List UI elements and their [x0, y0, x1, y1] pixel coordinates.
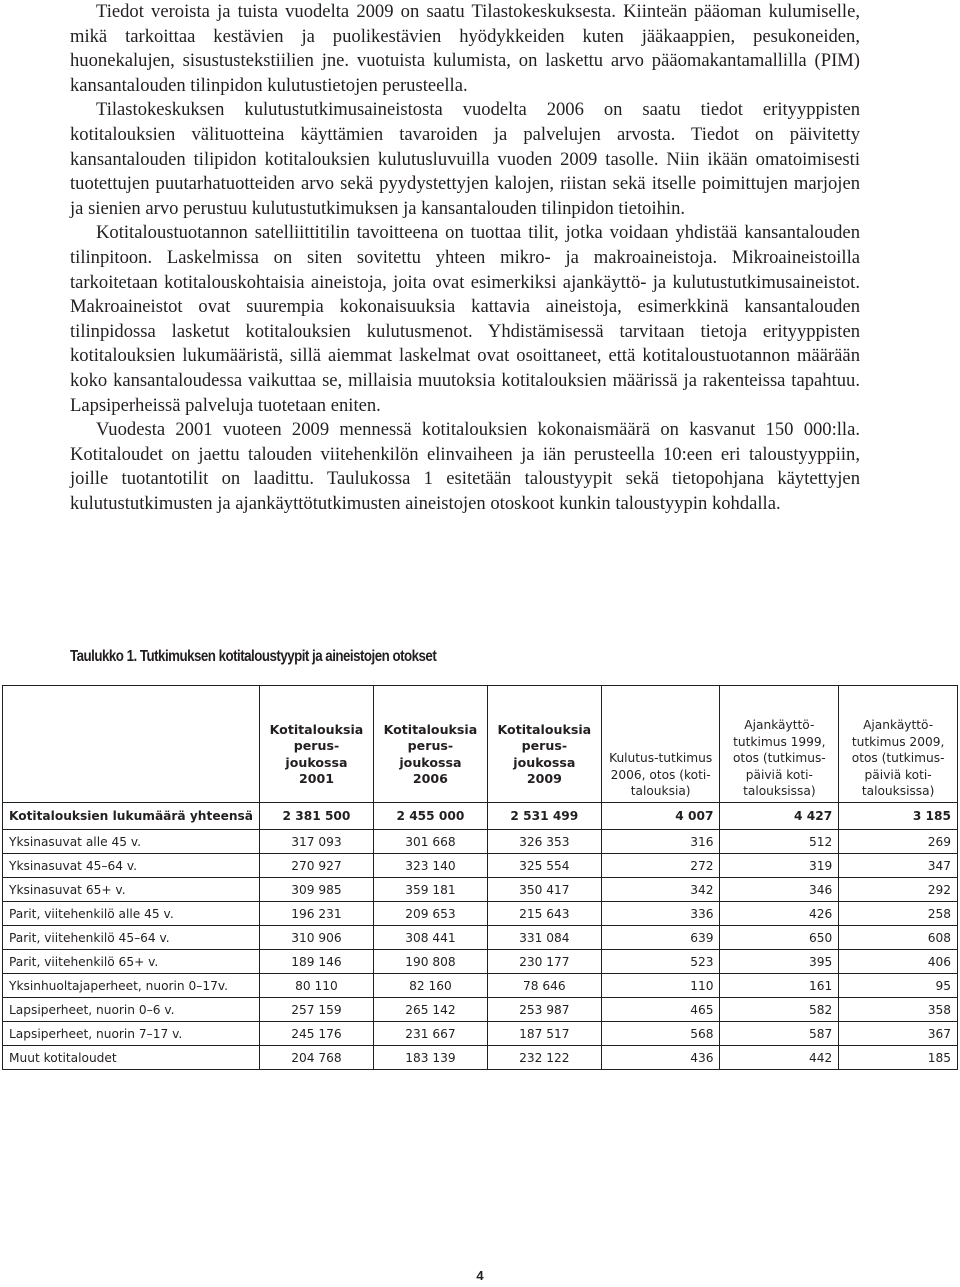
- table-cell: 325 554: [487, 854, 601, 878]
- row-label: Lapsiperheet, nuorin 7–17 v.: [3, 1022, 260, 1046]
- paragraph: Tilastokeskuksen kulutustutkimusaineistosta vuodelta 2006 on saatu tiedot erityyppisten kotitalouksien välituotteina käyttämien tavaroiden ja palvelujen arvosta. Tiedot on päivitetty kansantalouden tilipidon kotitalouksien kulutusluvuilla vuoden 2009 tasolle. Niin ikään omatoimisesti tuotettujen puutarhatuotteiden arvo sekä pyydystettyjen kalojen, riistan sekä itselle poimittujen marjojen ja sienien arvo perustuu kulutustutkimuksen ja kansantalouden tilinpidon tietoihin.: [70, 99, 860, 219]
- table-row: [3, 926, 958, 950]
- table-cell: 317 093: [260, 830, 374, 854]
- row-label: Parit, viitehenkilö 65+ v.: [3, 950, 260, 974]
- header-cell: Kotitalouksia perus-joukossa 2001: [260, 686, 374, 803]
- table-cell: 587: [720, 1022, 839, 1046]
- table-cell: 512: [720, 830, 839, 854]
- table-cell: 319: [720, 854, 839, 878]
- table-cell: 185: [839, 1046, 958, 1070]
- table-cell: 95: [839, 974, 958, 998]
- table-cell: 568: [601, 1022, 720, 1046]
- table-cell: 4 427: [720, 803, 839, 830]
- table-cell: 161: [720, 974, 839, 998]
- table-cell: 367: [839, 1022, 958, 1046]
- table-cell: 196 231: [260, 902, 374, 926]
- table-cell: 650: [720, 926, 839, 950]
- table-cell: 426: [720, 902, 839, 926]
- table-cell: 608: [839, 926, 958, 950]
- table-row: [3, 998, 958, 1022]
- table-cell: 232 122: [487, 1046, 601, 1070]
- table-cell: 308 441: [373, 926, 487, 950]
- table-row: [3, 902, 958, 926]
- body-text: [70, 0, 860, 516]
- table-cell: 231 667: [373, 1022, 487, 1046]
- table-cell: 395: [720, 950, 839, 974]
- table-cell: 190 808: [373, 950, 487, 974]
- table-cell: 265 142: [373, 998, 487, 1022]
- table-row: [3, 950, 958, 974]
- table-row: [3, 878, 958, 902]
- table-cell: 253 987: [487, 998, 601, 1022]
- table-cell: 2 455 000: [373, 803, 487, 830]
- table-cell: 358: [839, 998, 958, 1022]
- row-label: Kotitalouksien lukumäärä yhteensä: [3, 803, 260, 830]
- table-cell: 80 110: [260, 974, 374, 998]
- table-cell: 189 146: [260, 950, 374, 974]
- table-cell: 326 353: [487, 830, 601, 854]
- header-cell: Ajankäyttö-tutkimus 1999, otos (tutkimus-päiviä koti-talouksissa): [720, 686, 839, 803]
- table-cell: 257 159: [260, 998, 374, 1022]
- table-caption: Taulukko 1. Tutkimuksen kotitaloustyypit ja aineistojen otokset: [70, 648, 437, 665]
- row-label: Parit, viitehenkilö alle 45 v.: [3, 902, 260, 926]
- table-cell: 2 531 499: [487, 803, 601, 830]
- table-cell: 110: [601, 974, 720, 998]
- table-cell: 346: [720, 878, 839, 902]
- row-label: Lapsiperheet, nuorin 0–6 v.: [3, 998, 260, 1022]
- table-cell: 316: [601, 830, 720, 854]
- header-cell: [3, 686, 260, 803]
- header-cell: Kotitalouksia perus-joukossa 2009: [487, 686, 601, 803]
- table-cell: 582: [720, 998, 839, 1022]
- table-cell: 230 177: [487, 950, 601, 974]
- row-label: Yksinhuoltajaperheet, nuorin 0–17v.: [3, 974, 260, 998]
- table-cell: 78 646: [487, 974, 601, 998]
- table-row: [3, 1022, 958, 1046]
- table-cell: 292: [839, 878, 958, 902]
- table-cell: 359 181: [373, 878, 487, 902]
- table-cell: 331 084: [487, 926, 601, 950]
- table-cell: 523: [601, 950, 720, 974]
- table-cell: 406: [839, 950, 958, 974]
- header-cell: Kotitalouksia perus-joukossa 2006: [373, 686, 487, 803]
- table-cell: 347: [839, 854, 958, 878]
- table-cell: 270 927: [260, 854, 374, 878]
- table-cell: 3 185: [839, 803, 958, 830]
- table-cell: 183 139: [373, 1046, 487, 1070]
- table-cell: 269: [839, 830, 958, 854]
- table-cell: 310 906: [260, 926, 374, 950]
- table-cell: 301 668: [373, 830, 487, 854]
- table-cell: 309 985: [260, 878, 374, 902]
- row-label: Muut kotitaloudet: [3, 1046, 260, 1070]
- table-cell: 215 643: [487, 902, 601, 926]
- table-row: [3, 854, 958, 878]
- header-cell: Kulutus-tutkimus 2006, otos (koti-talouksia): [601, 686, 720, 803]
- table-cell: 272: [601, 854, 720, 878]
- table-cell: 209 653: [373, 902, 487, 926]
- page-number: 4: [476, 1268, 484, 1283]
- table-cell: 4 007: [601, 803, 720, 830]
- paragraph: Tiedot veroista ja tuista vuodelta 2009 on saatu Tilastokeskuksesta. Kiinteän pääoman kulumiselle, mikä tarkoittaa kestävien ja puolikestävien hyödykkeiden kuten jääkaappien, pesukoneiden, huonekalujen, sisustustekstiilien jne. vuotuista kulumista, on laskettu arvo pääomakantamallilla (PIM) kansantalouden tilinpidon kulutustietojen perusteella.: [70, 1, 860, 96]
- row-label: Yksinasuvat 45–64 v.: [3, 854, 260, 878]
- table-cell: 465: [601, 998, 720, 1022]
- table-cell: 336: [601, 902, 720, 926]
- table-cell: 342: [601, 878, 720, 902]
- table-cell: 442: [720, 1046, 839, 1070]
- table-cell: 639: [601, 926, 720, 950]
- table-cell: 350 417: [487, 878, 601, 902]
- table-cell: 82 160: [373, 974, 487, 998]
- table-row: [3, 830, 958, 854]
- table-cell: 258: [839, 902, 958, 926]
- table-cell: 436: [601, 1046, 720, 1070]
- paragraph: Kotitaloustuotannon satelliittitilin tavoitteena on tuottaa tilit, jotka voidaan yhdistää kansantalouden tilinpitoon. Laskelmissa on siten sovitettu yhteen mikro- ja makroaineistoja. Mikroaineistoilla tarkoitetaan kotitalouskohtaisia aineistoja, joita ovat esimerkiksi ajankäyttö- ja kulutustutkimusaineistot. Makroaineistot ovat suurempia kokonaisuuksia kattavia aineistoja, esimerkkinä kansantalouden tilinpidossa lasketut kotitalouksien kulutusmenot. Yhdistämisessä tarvitaan tietoja erityyppisten kotitalouksien lukumääristä, sillä aiemmat laskelmat ovat osoittaneet, että kotitaloustuotannon määrään koko kansantaloudessa vaikuttaa se, millaisia muutoksia kotitalouksien määrissä ja rakenteissa tapahtuu. Lapsiperheissä palveluja tuotetaan eniten.: [70, 222, 860, 416]
- table-cell: 245 176: [260, 1022, 374, 1046]
- table-cell: 323 140: [373, 854, 487, 878]
- table-header-row: [3, 686, 958, 803]
- households-table: [2, 685, 958, 1070]
- table-total-row: [3, 803, 958, 830]
- row-label: Parit, viitehenkilö 45–64 v.: [3, 926, 260, 950]
- table-cell: 2 381 500: [260, 803, 374, 830]
- table-row: [3, 1046, 958, 1070]
- paragraph: Vuodesta 2001 vuoteen 2009 mennessä kotitalouksien kokonaismäärä on kasvanut 150 000:lla. Kotitaloudet on jaettu talouden viitehenkilön elinvaiheen ja iän perusteella 10:een eri taloustyyppiin, joille tuotantotilit on laadittu. Taulukossa 1 esitetään taloustyypit sekä tietopohjana käytettyjen kulutustutkimusten ja ajankäyttötutkimusten aineistojen otoskoot kunkin taloustyypin kohdalla.: [70, 419, 860, 514]
- table-cell: 187 517: [487, 1022, 601, 1046]
- row-label: Yksinasuvat alle 45 v.: [3, 830, 260, 854]
- table-cell: 204 768: [260, 1046, 374, 1070]
- header-cell: Ajankäyttö-tutkimus 2009, otos (tutkimus-päiviä koti-talouksissa): [839, 686, 958, 803]
- table-row: [3, 974, 958, 998]
- row-label: Yksinasuvat 65+ v.: [3, 878, 260, 902]
